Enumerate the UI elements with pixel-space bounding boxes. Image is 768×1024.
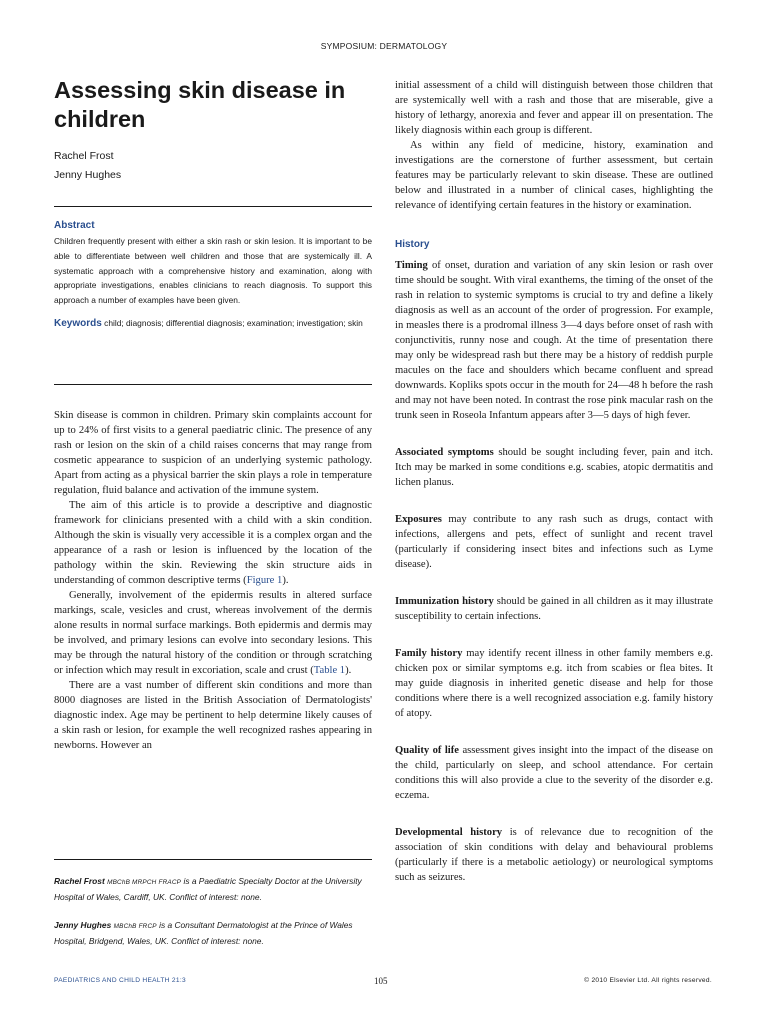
keywords-heading: Keywords (54, 317, 102, 329)
section-heading-history: History (395, 239, 430, 250)
history-term: Exposures (395, 514, 442, 525)
page-number: 105 (374, 976, 388, 986)
history-item: Associated symptoms should be sought including fever, pain and itch. Itch may be marked in some conditions e.g. scabies, atopic dermatitis and lichen planus. (395, 447, 713, 488)
figure-1-link[interactable]: Figure 1 (246, 575, 283, 586)
author-affiliations (54, 874, 372, 962)
article-title: Assessing skin disease in children (54, 77, 346, 132)
author-name: Rachel Frost (54, 150, 114, 162)
abstract-bottom-rule (54, 384, 372, 385)
body-left-column (54, 408, 372, 753)
history-item: Developmental history is of relevance due to recognition of the association of skin conditions with delay and behavioural problems (particularly if there is a metabolic aetiology) or neurological symptoms such as seizures. (395, 827, 714, 883)
affiliation-name: Jenny Hughes (54, 920, 112, 930)
history-item: Immunization history should be gained in all children as it may illustrate susceptibility to certain infections. (395, 596, 714, 622)
affiliation (54, 918, 372, 949)
running-head: SYMPOSIUM: DERMATOLOGY (320, 41, 448, 51)
abstract-heading: Abstract (54, 220, 95, 231)
history-item: Timing of onset, duration and variation of any skin lesion or rash over time should be sought. With viral exanthems, the timing of the onset of the rash in relation to systemic symptoms is crucial to try and define a likely diagnosis as well as an account of the order of progression. For example, in measles there is a prodromal illness 3—4 days before onset of rash with conjunctivitis, runny nose and cough. At the time of presentation there may only be widespread rash but there may be a history of reddish purple macules on the face and shoulders which became confluent and spread downwards. Kopliks spots occur in the mouth for 24—48 h before the rash and may not have been noted. In contrast the rose pink macular rash on the trunk seen in Roseola Infantum appears after 3—5 days of high fever. (395, 260, 713, 421)
history-term: Family history (395, 648, 463, 659)
history-term: Immunization history (395, 596, 494, 607)
history-term: Timing (395, 260, 428, 271)
affiliation-rule (54, 859, 372, 860)
body-right-column (395, 78, 713, 885)
abstract-top-rule (54, 206, 372, 207)
affiliation-name: Rachel Frost (54, 876, 105, 886)
footer-copyright: © 2010 Elsevier Ltd. All rights reserved. (584, 977, 712, 984)
history-item: Quality of life assessment gives insight into the impact of the disease on the child, particularly on sleep, and school attendance. For certain conditions this will also provide a clue to the severity of the disorder e.g. eczema. (395, 745, 714, 801)
author-name: Jenny Hughes (54, 169, 122, 181)
body-paragraph: initial assessment of a child will distinguish between those children that are systemically well with a rash and those that are miserable, give a history of lethargy, anorexia and fever and appear ill on presentation. The likely diagnosis within each group is different. (395, 80, 713, 136)
history-term: Associated symptoms (395, 447, 494, 458)
history-item: Family history may identify recent illness in other family members e.g. chicken pox or similar symptoms e.g. itch from scabies or flea bites. It may guide diagnosis in inherited genetic disease and help for those conditions where there is a well recognized association e.g. family history of atopy. (395, 648, 713, 719)
title-block (54, 76, 372, 185)
keywords (54, 316, 372, 332)
author-list (54, 147, 372, 185)
affiliation (54, 874, 372, 905)
affiliation-text: is a Paediatric Specialty Doctor at the University Hospital of Wales, Cardiff, UK. Conflict of interest: none. (54, 876, 362, 902)
body-paragraph: Skin disease is common in children. Primary skin complaints account for up to 24% of first visits to a general paediatric clinic. The presence of any rash or lesion on the skin of a child raises concerns that may range from cosmetic appearance to suspicion of an underlying systemic pathology. Apart from acting as a physical barrier the skin plays a role in temperature regulation, fluid balance and activation of the immune system. (54, 410, 372, 496)
history-term: Developmental history (395, 827, 503, 838)
affiliation-text: is a Consultant Dermatologist at the Prince of Wales Hospital, Bridgend, Wales, UK. Conflict of interest: none. (54, 920, 353, 946)
history-term: Quality of life (395, 745, 459, 756)
keywords-text: child; diagnosis; differential diagnosis; examination; investigation; skin (104, 317, 363, 328)
history-item: Exposures may contribute to any rash such as drugs, contact with infections, allergens and pets, effect of sunlight and recent travel (particularly if considering insect bites and infections such as Lyme disease). (395, 514, 713, 570)
body-paragraph: As within any field of medicine, history, examination and investigations are the cornerstone of further assessment, but certain features may be particularly relevant to skin disease. These are outlined below and illustrated in a number of clinical cases, highlighting the relevance of identifying certain features in the history or examination. (395, 140, 713, 211)
footer-journal: PAEDIATRICS AND CHILD HEALTH 21:3 (54, 977, 186, 984)
body-paragraph: The aim of this article is to provide a descriptive and diagnostic framework for clinicians presented with a child with a skin condition. Although the skin is visually very accessible it is a complex organ and the appearance of a rash or lesion is influenced by the location of the pathology within the skin. Reviewing the skin structure aids in understanding of common descriptive terms (Figure 1). (54, 500, 372, 586)
affiliation-degrees: MBChB FRCP (113, 923, 157, 930)
abstract (54, 220, 372, 332)
abstract-text: Children frequently present with either a skin rash or skin lesion. It is important to be able to differentiate between well children and those that are systemically ill. A systematic approach with a comprehensive history and examination, along with appropriate investigations, enables clinicians to reach diagnosis. To support this approach a number of examples have been given. (54, 236, 372, 306)
body-paragraph: Generally, involvement of the epidermis results in altered surface markings, scale, vesicles and crust, whereas involvement of the dermis alone results in normal surface markings. Both epidermis and dermis may be involved, and primary lesions can evolve into secondary lesions. This may be through the natural history of the condition or through scratching or infection which may result in excoriation, scale and crust (Table 1). (54, 590, 372, 676)
table-1-link[interactable]: Table 1 (313, 665, 346, 676)
body-paragraph: There are a vast number of different skin conditions and more than 8000 diagnoses are listed in the British Association of Dermatologists' diagnostic index. Age may be pertinent to help determine likely causes of a skin rash or lesion, for example the well recognized rashes appearing in newborns. However an (54, 680, 372, 751)
affiliation-degrees: MBChB MRPCH FRACP (107, 879, 182, 886)
